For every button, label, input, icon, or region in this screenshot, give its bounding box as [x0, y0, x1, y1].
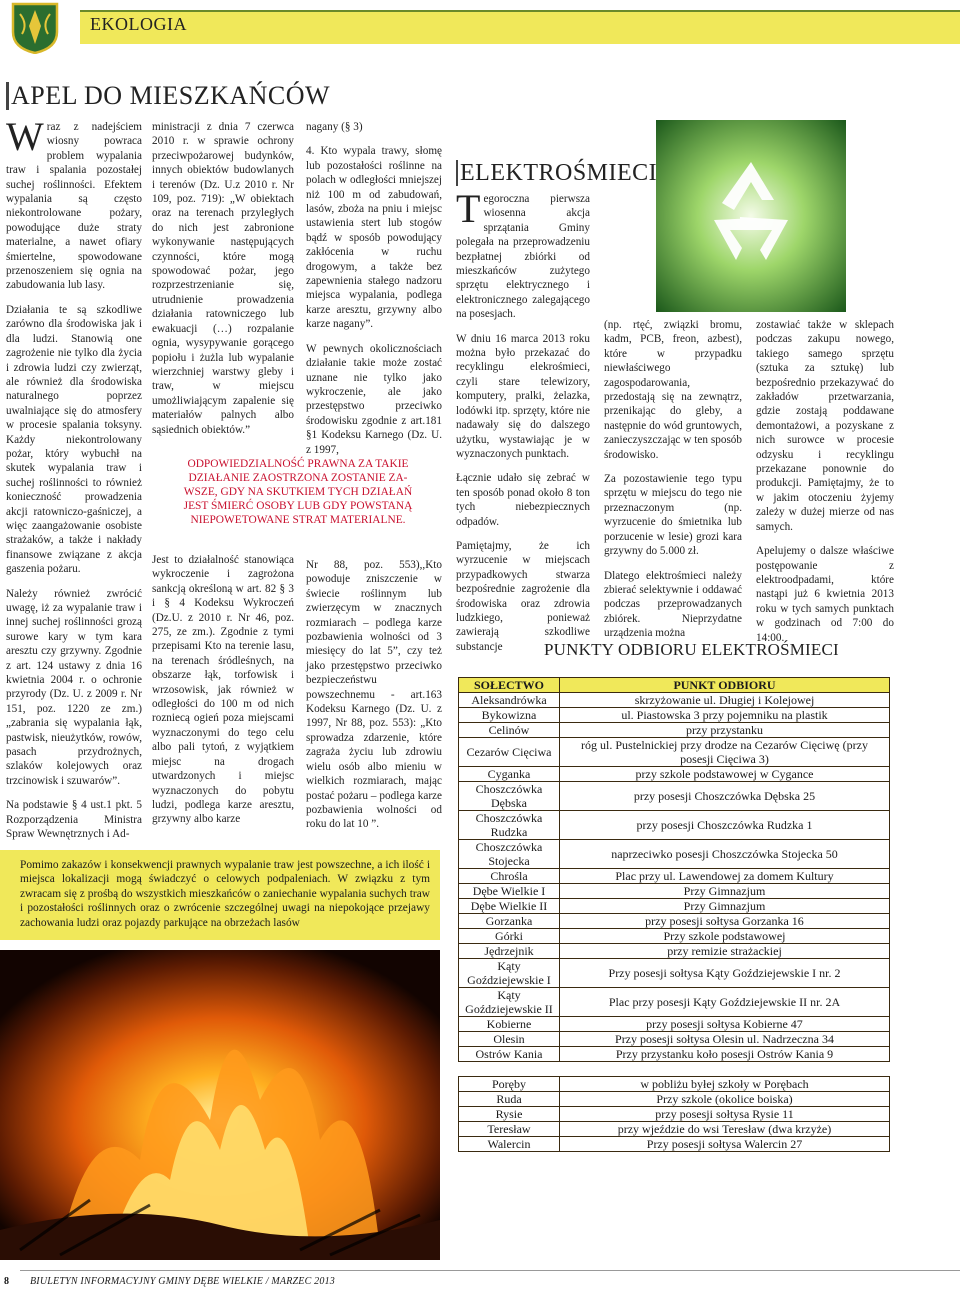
paragraph-text: egoroczna pierwsza wiosenna akcja sprzątania Gminy polegała na przeprowadzeniu bezpłatnej zbiórki od mieszkańców zużytego sprzętu elektrycznego i elektronicznego zalegającego na posesjach.: [456, 193, 590, 321]
legal-warning-notice: ODPOWIEDZIALNOŚĆ PRAWNA ZA TAKIE DZIAŁANIE ZAOSTRZONA ZOSTANIE ZA-WSZE, GDY NA SKUTKIEM TYCH DZIAŁAŃ JEST ŚMIERĆ OSOBY LUB GDY POWSTANĄ NIEPOWETOWANE STRAT MATERIALNE.: [183, 458, 413, 526]
punkt-odbioru-cell: Plac przy posesji Kąty Goździejewskie II nr. 2A: [560, 988, 890, 1017]
paragraph: [456, 186, 590, 322]
column-header-punkt: PUNKT ODBIORU: [560, 678, 890, 693]
dropcap: T: [456, 186, 481, 231]
punkt-odbioru-cell: przy posesji Choszczówka Dębska 25: [560, 782, 890, 811]
solectwo-cell: Walercin: [459, 1137, 560, 1152]
paragraph: Dlatego elektrośmieci należy zbierać selektywnie i oddawać podczas przeprowadzanych zbiórek. Nieprzydatne urządzenia można: [604, 569, 742, 640]
solectwo-cell: Poręby: [459, 1077, 560, 1092]
punkt-odbioru-cell: Plac przy ul. Lawendowej za domem Kultury: [560, 869, 890, 884]
table-row: [459, 708, 890, 723]
solectwo-cell: Kąty Goździejewskie II: [459, 988, 560, 1017]
table-spacer: [459, 1062, 890, 1077]
table-row: [459, 738, 890, 767]
solectwo-cell: Teresław: [459, 1122, 560, 1137]
paragraph: Łącznie udało się zebrać w ten sposób ponad około 8 ton tych niebezpiecznych odpadów.: [456, 472, 590, 528]
paragraph: Na podstawie § 4 ust.1 pkt. 5 Rozporządzenia Ministra Spraw Wewnętrznych i Ad-: [6, 799, 142, 841]
solectwo-cell: Cyganka: [459, 767, 560, 782]
solectwo-cell: Bykowizna: [459, 708, 560, 723]
paragraph: nagany (§ 3): [306, 121, 363, 133]
punkt-odbioru-cell: przy posesji Choszczówka Rudzka 1: [560, 811, 890, 840]
punkt-odbioru-cell: Przy Gimnazjum: [560, 884, 890, 899]
solectwo-cell: Dębe Wielkie I: [459, 884, 560, 899]
elektro-column-2: [604, 318, 742, 651]
punkt-odbioru-cell: róg ul. Pustelnickiej przy drodze na Cezarów Cięciwę (przy posesji Cięciwa 3): [560, 738, 890, 767]
paragraph: Apelujemy o dalsze właściwe postępowanie z elektroodpadami, które nastąpi już 6 kwietnia 2013 roku w tych samych punktach w godzinach od 7:00 do 14:00.: [756, 545, 894, 644]
paragraph: Należy również zwrócić uwagę, iż za wypalanie traw i innej suchej roślinności grozą surowe kary w tym kara aresztu czy grzywny. Zgodnie z art. 124 ustawy z dnia 16 kwietnia 2004 r. o ochronie przyrody (Dz. U. z 2009 r. Nr 151, poz. 1220 ze zm.) „zabrania się wypalania łąk, pastwisk, nieużytków, rowów, pasach przydrożnych, szlaków kolejowych oraz trzcinowisk i szuwarów”.: [6, 587, 142, 787]
punkt-odbioru-cell: Przy posesji sołtysa Walercin 27: [560, 1137, 890, 1152]
solectwo-cell: Choszczówka Dębska: [459, 782, 560, 811]
punkt-odbioru-cell: w pobliżu byłej szkoły w Porębach: [560, 1077, 890, 1092]
solectwo-cell: Choszczówka Stojecka: [459, 840, 560, 869]
solectwo-cell: Jędrzejnik: [459, 944, 560, 959]
solectwo-cell: Ostrów Kania: [459, 1047, 560, 1062]
collection-points-title: PUNKTY ODBIORU ELEKTROŚMIECI: [544, 640, 839, 659]
apel-column-1: [6, 114, 142, 852]
solectwo-cell: Dębe Wielkie II: [459, 899, 560, 914]
elektro-column-3: [756, 318, 894, 655]
solectwo-cell: Choszczówka Rudzka: [459, 811, 560, 840]
solectwo-cell: Chrośla: [459, 869, 560, 884]
table-row: [459, 988, 890, 1017]
elektro-column-1: [456, 186, 590, 664]
paragraph: W dniu 16 marca 2013 roku można było przekazać do recyklingu elekrośmieci, czyli stare telewizory, komputery, pralki, żelazka, lodówki itp. sprzęty, które nie nadawały się do dalszego użytku, wystawiając je w wyznaczonych punktach.: [456, 332, 590, 460]
apel-title: APEL DO MIESZKAŃCÓW: [6, 82, 330, 110]
paragraph: Za pozostawienie tego typu sprzętu w miejscu do tego nie przeznaczonym (np. wyrzucenie do śmietnika lub porzucenie w lesie) grozi kara grzywny do 5.000 zł.: [604, 473, 742, 558]
table-row: [459, 959, 890, 988]
punkt-odbioru-cell: ul. Piastowska 3 przy pojemniku na plastik: [560, 708, 890, 723]
solectwo-cell: Olesin: [459, 1032, 560, 1047]
paragraph: Pamiętajmy, że ich wyrzucenie w miejscach przypadkowych stwarza bezpośrednie zagrożenie dla środowiska oraz zdrowia ludzkiego, ponieważ zawierają szkodliwe substancje: [456, 539, 590, 653]
solectwo-cell: Ruda: [459, 1092, 560, 1107]
municipality-crest: [10, 2, 60, 54]
table-row: [459, 767, 890, 782]
solectwo-cell: Gorzanka: [459, 914, 560, 929]
footer-publication: BIULETYN INFORMACYJNY GMINY DĘBE WIELKIE / MARZEC 2013: [30, 1276, 335, 1287]
punkt-odbioru-cell: Przy posesji sołtysa Olesin ul. Nadrzeczna 34: [560, 1032, 890, 1047]
solectwo-cell: Celinów: [459, 723, 560, 738]
section-label: EKOLOGIA: [90, 14, 187, 34]
table-body: [459, 693, 890, 1152]
paragraph: 4. Kto wypala trawy, słomę lub pozostałości roślinne na polach w odległości mniejszej niż 100 m od zabudowań, lasów, zboża na pniu i miejsc ustawienia stert lub stogów bądź w sposób powodujący zakłócenia w ruchu drogowym, a także bez zapewnienia stałego nadzoru miejsca wypalania, podlega karze aresztu, grzywny albo karze nagany”.: [306, 145, 442, 331]
table-row: [459, 811, 890, 840]
table-row: [459, 1107, 890, 1122]
grass-fire-photo: [0, 950, 440, 1260]
elektro-title: ELEKTROŚMIECI: [456, 160, 657, 186]
solectwo-cell: Górki: [459, 929, 560, 944]
punkt-odbioru-cell: skrzyżowanie ul. Długiej i Kolejowej: [560, 693, 890, 708]
table-row: [459, 782, 890, 811]
punkt-odbioru-cell: przy przystanku: [560, 723, 890, 738]
table-row: [459, 899, 890, 914]
solectwo-cell: Rysie: [459, 1107, 560, 1122]
table-row: [459, 1092, 890, 1107]
page-number: 8: [4, 1276, 9, 1287]
table-header-row: [459, 678, 890, 693]
paragraph: Działania te są szkodliwe zarówno dla środowiska jak i dla ludzi. Stanowią one zagrożenie nie tylko dla życia i zdrowia ludzi czy zwierząt, ale również dla środowiska naturalnego poprzez uwalniające się do atmosfery w procesie spalania toksyny. Każdy niekontrolowany pożar, który wybuchł na skutek wypalania traw i suchej roślinności to również konieczność prowadzenia akcji ratowniczo-gaśniczej, a więc zaangażowanie osobiste strażaków, a także i nakłady finansowe związane z akcja gaszenia pożaru.: [6, 303, 142, 576]
paragraph: (np. rtęć, związki bromu, kadm, PCB, freon, azbest), które w przypadku niewłaściwego zagospodarowania, przedostają się na zewnątrz, przenikając do gleby, a następnie do wód gruntowych, zanieczyszczając w ten sposób środowisko.: [604, 319, 742, 461]
punkt-odbioru-cell: przy posesji sołtysa Rysie 11: [560, 1107, 890, 1122]
table-row: [459, 693, 890, 708]
table-row: [459, 723, 890, 738]
punkt-odbioru-cell: przy wjeździe do wsi Teresław (dwa krzyże): [560, 1122, 890, 1137]
table-row: [459, 1047, 890, 1062]
solectwo-cell: Aleksandrówka: [459, 693, 560, 708]
table-row: [459, 884, 890, 899]
punkt-odbioru-cell: Przy szkole podstawowej: [560, 929, 890, 944]
paragraph: Jest to działalność stanowiąca wykroczenie i zagrożona sankcją określoną w art. 82 § 3 i § 4 Kodeksu Wykroczeń (Dz.U. z 2010 r. Nr 46, poz. 275, ze zm.). Zgodnie z tymi przepisami Kto na terenie lasu, na terenach śródleśnych, na obszarze łąk, torfowisk i wrzosowisk, jak również w odległości do 100 m od nich rozniecą ogień poza miejscami wyznaczonymi do tego celu albo pali tytoń, z wyjątkiem miejsc na drogach utwardzonych i miejsc wyznaczonych do pobytu ludzi, podlega karze aresztu, grzywny albo karze: [152, 554, 294, 826]
apel-column-3-continued: [306, 558, 442, 842]
punkt-odbioru-cell: Przy posesji sołtysa Kąty Goździejewskie I nr. 2: [560, 959, 890, 988]
solectwo-cell: Kobierne: [459, 1017, 560, 1032]
table-row: [459, 944, 890, 959]
paragraph: Nr 88, poz. 553),,Kto powoduje zniszczenie w świecie roślinnym lub zwierzęcym w znacznych rozmiarach – podlega karze pozbawienia wolności od 3 miesięcy do lat 5”, czy też jako przestępstwo przeciwko bezpieczeństwu powszechnemu - art.163 Kodeksu Karnego (Dz. U. z 1997, Nr 88, poz. 553): „Kto sprowadza zdarzenie, które zagraża życiu lub zdrowiu wielu osób albo mieniu w wielkich rozmiarach, mając postać pożaru – podlega karze pozbawienia wolności od roku do lat 10 ”.: [306, 559, 442, 831]
appeal-highlight-text: Pomimo zakazów i konsekwencji prawnych wypalanie traw jest powszechne, a ich ilość i miejsca lokalizacji mogą świadczyć o celowych podpaleniach. W związku z tym zwracam się z prośbą do wszystkich mieszkańców o zaniechanie wypalania suchych traw i pozostałości roślinnych oraz o zwrócenie szczególnej uwagi na niepokojące przejawy zachowania ludzi oraz pojazdy parkujące na obrzeżach lasów: [20, 859, 430, 929]
dropcap: W: [6, 114, 44, 159]
paragraph: ministracji z dnia 7 czerwca 2010 r. w sprawie ochrony przeciwpożarowej budynków, innych obiektów budowlanych i terenów (Dz. U.z 2010 r. Nr 109, poz. 719): „W obiektach oraz na terenach przyległych do nich jest zabronione wykonywanie następujących czynności, które mogą spowodować pożar, jego rozprzestrzenianie się, utrudnienie prowadzenia działania ratowniczego lub ewakuacji (…) rozpalanie ognia, wysypywanie gorącego popiołu i żużla lub wypalanie wierzchniej warstwy gleby i traw, w miejscu umożliwiającym zapalenie się materiałów palnych albo sąsiednich obiektów.”: [152, 121, 294, 436]
punkt-odbioru-cell: naprzeciwko posesji Choszczówka Stojecka 50: [560, 840, 890, 869]
table-row: [459, 1032, 890, 1047]
apel-column-2-continued: [152, 553, 294, 837]
table-row: [459, 869, 890, 884]
paragraph: [6, 114, 142, 293]
collection-points-table: [458, 677, 890, 1152]
solectwo-cell: Kąty Goździejewskie I: [459, 959, 560, 988]
table-row: [459, 1137, 890, 1152]
paragraph: W pewnych okolicznościach działanie takie może zostać uznane nie tylko jako wykroczenie, ale jako przestępstwo przeciwko środowisku zgodnie z art.181 §1 Kodeksu Karnego (Dz. U. z 1997,: [306, 342, 442, 456]
punkt-odbioru-cell: przy posesji sołtysa Gorzanka 16: [560, 914, 890, 929]
punkt-odbioru-cell: przy szkole podstawowej w Cygance: [560, 767, 890, 782]
recycle-symbol-image: [656, 120, 846, 312]
apel-column-3: [306, 120, 442, 467]
table-row: [459, 914, 890, 929]
punkt-odbioru-cell: Przy szkole (okolice boiska): [560, 1092, 890, 1107]
apel-column-2: [152, 120, 294, 447]
footer-divider: [20, 1270, 960, 1271]
table-row: [459, 840, 890, 869]
solectwo-cell: Cezarów Cięciwa: [459, 738, 560, 767]
paragraph: zostawiać także w sklepach podczas zakupu nowego, takiego samego sprzętu (sztuka za sztukę) lub bezpośrednio przekazywać do zakładów przetwarzania, gdzie zostają poddawane demontażowi, a pozyskane z nich surowce w procesie odzysku i recyklingu przekazane ponownie do produkcji. Pamiętajmy, że to w jakim otoczeniu żyjemy zależy w dużej mierze od nas samych.: [756, 319, 894, 533]
section-banner: [80, 10, 960, 44]
column-header-solectwo: SOŁECTWO: [459, 678, 560, 693]
table-row: [459, 1122, 890, 1137]
table-row: [459, 1017, 890, 1032]
table-row: [459, 929, 890, 944]
punkt-odbioru-cell: Przy przystanku koło posesji Ostrów Kania 9: [560, 1047, 890, 1062]
punkt-odbioru-cell: przy remizie strażackiej: [560, 944, 890, 959]
punkt-odbioru-cell: przy posesji sołtysa Kobierne 47: [560, 1017, 890, 1032]
table-row: [459, 1077, 890, 1092]
punkt-odbioru-cell: Przy Gimnazjum: [560, 899, 890, 914]
paragraph-text: raz z nadejściem wiosny powraca problem wypalania traw i spalania pozostałej suchej roślinności. Efektem wypalania są często niekontrolowane pożary, powodujące duże straty materialne, a nawet ofiary śmiertelne, spowodowane przenoszeniem się ognia na zabudowania lub lasy.: [6, 121, 142, 292]
